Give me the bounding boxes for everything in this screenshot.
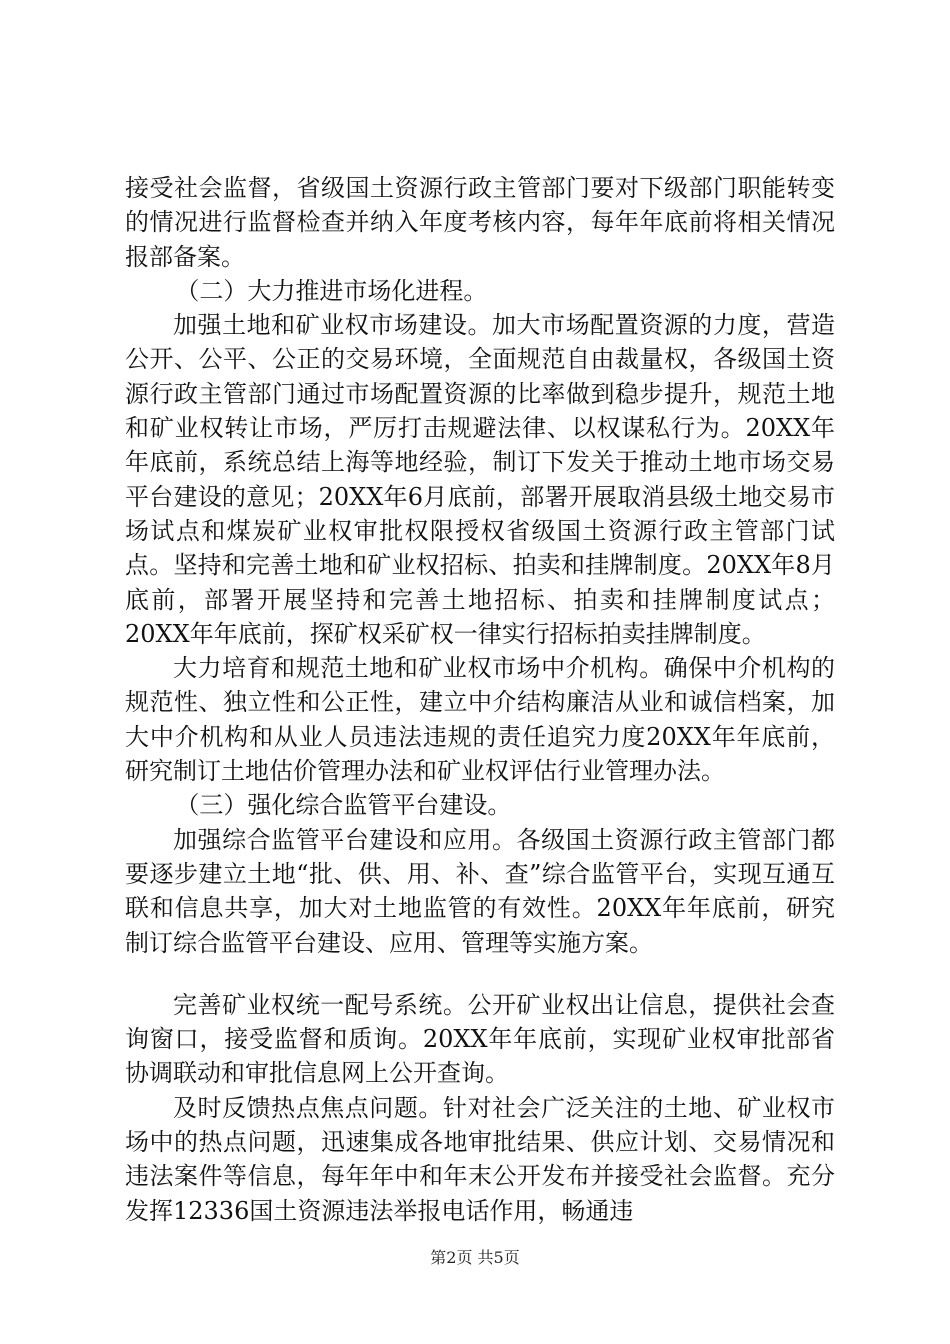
paragraph-gap (125, 960, 835, 988)
document-body (125, 171, 835, 1228)
section-heading-3: （三）强化综合监管平台建设。 (175, 791, 512, 820)
paragraph-market-construction: 加强土地和矿业权市场建设。加大市场配置资源的力度，营造公开、公平、公正的交易环境，全面规范自由裁量权，各级国土资源行政主管部门通过市场配置资源的比率做到稳步提升，规范土地和矿业权转让市场，严厉打击规避法律、以权谋私行为。20XX年年底前，系统总结上海等地经验，制订下发关于推动土地市场交易平台建设的意见；20XX年6月底前，部署开展取消县级土地交易市场试点和煤炭矿业权审批权限授权省级国土资源行政主管部门试点。坚持和完善土地和矿业权招标、拍卖和挂牌制度。20XX年8月底前，部署开展坚持和完善土地招标、拍卖和挂牌制度试点；20XX年年底前，探矿权采矿权一律实行招标拍卖挂牌制度。 (125, 311, 835, 648)
paragraph-intermediary: 大力培育和规范土地和矿业权市场中介机构。确保中介机构的规范性、独立性和公正性，建立中介结构廉洁从业和诚信档案，加大中介机构和从业人员违法违规的责任追究力度20XX年年底前，研究制订土地估价管理办法和矿业权评估行业管理办法。 (125, 654, 835, 786)
paragraph-continuation: 接受社会监督，省级国土资源行政主管部门要对下级部门职能转变的情况进行监督检查并纳入年度考核内容，每年年底前将相关情况报部备案。 (125, 174, 835, 271)
page-number-footer: 第2页 共5页 (430, 1248, 520, 1267)
section-heading-2: （二）大力推进市场化进程。 (175, 276, 488, 305)
paragraph-hot-issues: 及时反馈热点焦点问题。针对社会广泛关注的土地、矿业权市场中的热点问题，迅速集成各地审批结果、供应计划、交易情况和违法案件等信息，每年年中和年末公开发布并接受社会监督。充分发挥12336国土资源违法举报电话作用，畅通违 (125, 1093, 835, 1225)
paragraph-supervision-platform: 加强综合监管平台建设和应用。各级国土资源行政主管部门都要逐步建立土地“批、供、用、补、查”综合监管平台，实现互通互联和信息共享，加大对土地监管的有效性。20XX年年底前，研究制订综合监管平台建设、应用、管理等实施方案。 (125, 825, 835, 957)
paragraph-numbering-system: 完善矿业权统一配号系统。公开矿业权出让信息，提供社会查询窗口，接受监督和质询。20XX年年底前，实现矿业权审批部省协调联动和审批信息网上公开查询。 (125, 990, 835, 1088)
